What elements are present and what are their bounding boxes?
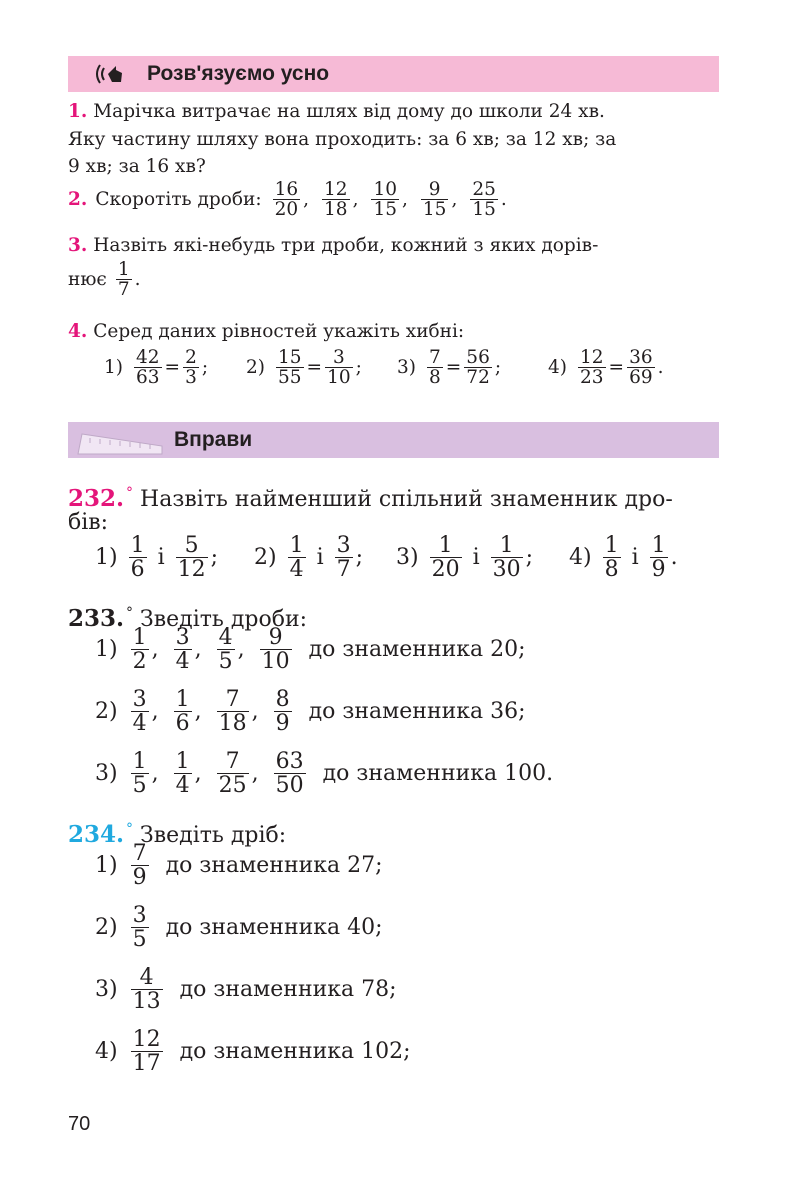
fraction: $\frac{3}{4}$ bbox=[132, 687, 147, 737]
exercise-233-item: 3) $\frac{1}{5}$ , $\frac{1}{4}$ , $\frac{7}{25}$ , $\frac{63}{50}$ до знаменника 100. bbox=[95, 749, 554, 799]
equality-item: 1) $\frac{42}{63}$ = $\frac{2}{3}$ ; bbox=[104, 347, 209, 389]
fraction: $\frac{7}{18}$ bbox=[218, 687, 247, 737]
fraction: $\frac{3}{4}$ bbox=[175, 625, 190, 675]
fraction: $\frac{1}{20}$ bbox=[431, 533, 460, 583]
exercise-233-item: 1) $\frac{1}{2}$ , $\frac{3}{4}$ , $\frac{4}{5}$ , $\frac{9}{10}$ до знаменника 20; bbox=[95, 625, 526, 675]
fraction: $\frac{12}{18}$ bbox=[324, 179, 348, 221]
fraction: $\frac{9}{10}$ bbox=[261, 625, 290, 675]
equality-item: 4) $\frac{12}{23}$ = $\frac{36}{69}$ . bbox=[548, 347, 664, 389]
fraction: $\frac{1}{6}$ bbox=[130, 533, 145, 583]
task-number: 1. bbox=[68, 101, 88, 122]
fraction: $\frac{8}{9}$ bbox=[275, 687, 290, 737]
exercise-233-item: 2) $\frac{3}{4}$ , $\frac{1}{6}$ , $\frac{7}{18}$ , $\frac{8}{9}$ до знаменника 36; bbox=[95, 687, 526, 737]
task-number: 3. bbox=[68, 235, 88, 256]
fraction: $\frac{2}{3}$ bbox=[185, 347, 197, 389]
task-number: 4. bbox=[68, 321, 88, 342]
oral-task-3 bbox=[68, 232, 598, 260]
fraction: $\frac{1}{7}$ bbox=[117, 259, 130, 301]
fraction: $\frac{15}{55}$ bbox=[278, 347, 302, 389]
fraction: $\frac{1}{9}$ bbox=[651, 533, 666, 583]
fraction: $\frac{12}{23}$ bbox=[580, 347, 604, 389]
fraction: $\frac{5}{12}$ bbox=[177, 533, 206, 583]
exercise-234-item: 1) $\frac{7}{9}$ до знаменника 27; bbox=[95, 841, 383, 891]
exercise-234-item: 2) $\frac{3}{5}$ до знаменника 40; bbox=[95, 903, 383, 953]
task-text-line: 9 хв; за 16 хв? bbox=[68, 156, 206, 177]
fraction: $\frac{42}{63}$ bbox=[136, 347, 160, 389]
fraction: $\frac{7}{8}$ bbox=[429, 347, 441, 389]
exercise-232 bbox=[68, 478, 673, 515]
exercise-234-item: 4) $\frac{12}{17}$ до знаменника 102; bbox=[95, 1027, 411, 1077]
voice-icon bbox=[90, 62, 124, 86]
fraction: $\frac{7}{9}$ bbox=[132, 841, 147, 891]
task-number: 2. bbox=[68, 189, 88, 211]
exercise-232-item: 3) $\frac{1}{20}$ і $\frac{1}{30}$ ; bbox=[396, 533, 534, 583]
exercise-232-item: 2) $\frac{1}{4}$ і $\frac{3}{7}$ ; bbox=[254, 533, 364, 583]
ruler-icon bbox=[76, 424, 166, 456]
exercise-232-item: 1) $\frac{1}{6}$ і $\frac{5}{12}$ ; bbox=[95, 533, 219, 583]
section-banner-oral bbox=[68, 56, 719, 92]
oral-task-4 bbox=[68, 318, 464, 346]
fraction: $\frac{63}{50}$ bbox=[275, 749, 304, 799]
fraction: $\frac{16}{20}$ bbox=[274, 179, 299, 221]
fraction: $\frac{1}{2}$ bbox=[132, 625, 147, 675]
fraction: $\frac{7}{25}$ bbox=[218, 749, 247, 799]
task-text-line: нює bbox=[68, 269, 107, 291]
fraction: $\frac{3}{7}$ bbox=[336, 533, 351, 583]
exercise-text: Зведіть дріб: bbox=[140, 823, 287, 848]
task-text-line: Яку частину шляху вона проходить: за 6 хв; за 12 хв; за bbox=[68, 129, 617, 150]
exercise-text-line: Назвіть найменший спільний знаменник дро- bbox=[140, 487, 673, 512]
fraction: $\frac{4}{13}$ bbox=[132, 965, 161, 1015]
oral-task-2: 2. Скоротіть дроби: $\frac{16}{20}$ , $\frac{12}{18}$ , $\frac{10}{15}$ , $\frac{9}{15}$ , $\frac{25}{15}$ . bbox=[68, 179, 507, 221]
fraction: $\frac{1}{4}$ bbox=[175, 749, 190, 799]
section-title-exercises: Вправи bbox=[174, 428, 253, 451]
fraction: $\frac{12}{17}$ bbox=[132, 1027, 161, 1077]
fraction: $\frac{1}{6}$ bbox=[175, 687, 190, 737]
exercise-234-item: 3) $\frac{4}{13}$ до знаменника 78; bbox=[95, 965, 397, 1015]
fraction: $\frac{36}{69}$ bbox=[629, 347, 653, 389]
fraction: $\frac{4}{5}$ bbox=[218, 625, 233, 675]
task-text: Серед даних рівностей укажіть хибні: bbox=[93, 321, 465, 342]
exercise-232-item: 4) $\frac{1}{8}$ і $\frac{1}{9}$ . bbox=[569, 533, 678, 583]
fraction: $\frac{9}{15}$ bbox=[422, 179, 447, 221]
section-title-oral: Розв'язуємо усно bbox=[147, 62, 330, 85]
equality-item: 2) $\frac{15}{55}$ = $\frac{3}{10}$ ; bbox=[246, 347, 362, 389]
fraction: $\frac{1}{4}$ bbox=[289, 533, 304, 583]
task-text-line: Марічка витрачає на шлях від дому до школи 24 хв. bbox=[93, 101, 605, 122]
fraction: $\frac{1}{5}$ bbox=[132, 749, 147, 799]
equality-item: 3) $\frac{7}{8}$ = $\frac{56}{72}$ ; bbox=[397, 347, 502, 389]
exercise-number: 234. ° bbox=[68, 821, 134, 848]
task-text-line: Назвіть які-небудь три дроби, кожний з яких дорів- bbox=[93, 235, 599, 256]
exercise-text: Зведіть дроби: bbox=[140, 607, 308, 632]
oral-task-3-line2: нює $\frac{1}{7}$ . bbox=[68, 259, 141, 301]
oral-task-1 bbox=[68, 98, 605, 126]
fraction: $\frac{1}{30}$ bbox=[492, 533, 521, 583]
fraction: $\frac{3}{10}$ bbox=[327, 347, 351, 389]
exercise-number: 232. ° bbox=[68, 485, 134, 512]
page-number: 70 bbox=[68, 1113, 91, 1135]
fraction: $\frac{25}{15}$ bbox=[472, 179, 496, 221]
exercise-text-line: бів: bbox=[68, 510, 109, 535]
fraction: $\frac{56}{72}$ bbox=[466, 347, 490, 389]
section-banner-exercises bbox=[68, 422, 719, 458]
exercise-number: 233. ° bbox=[68, 605, 134, 632]
fraction: $\frac{1}{8}$ bbox=[604, 533, 619, 583]
fraction: $\frac{10}{15}$ bbox=[373, 179, 397, 221]
task-text: Скоротіть дроби: bbox=[95, 189, 262, 211]
fraction: $\frac{3}{5}$ bbox=[132, 903, 147, 953]
